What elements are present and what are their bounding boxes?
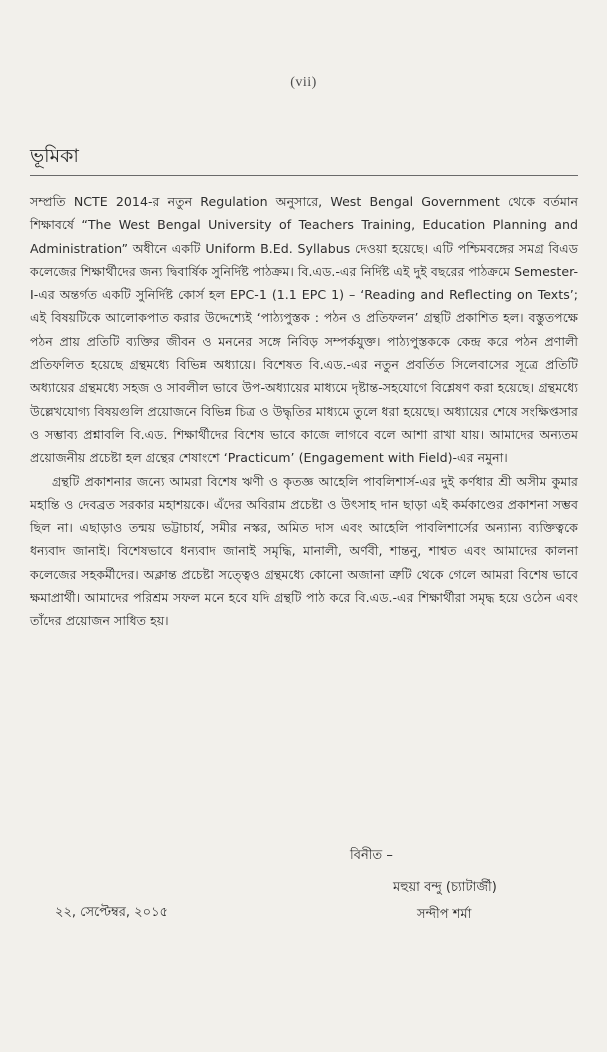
signatory-name: মহুয়া বন্দু (চ্যাটার্জী) xyxy=(393,880,497,895)
heading-divider xyxy=(30,175,578,176)
paragraph-acknowledgements: গ্রন্থটি প্রকাশনার জন্যে আমরা বিশেষ ঋণী ও কৃতজ্ঞ আহেলি পাবলিশার্স-এর দুই কর্ণধার শ্রী অসীম কুমার মহান্তি ও দেবব্রত সরকার মহাশয়কে। এঁদের অবিরাম প্রচেষ্টা ও উৎসাহ দান ছাড়া এই কর্মকাণ্ডের প্রকাশনা সম্ভব ছিল না। এছাড়াও তন্ময় ভট্টাচার্য, সমীর নস্কর, অমিত দাস এবং আহেলি পাবলিশার্সের অন্যান্য ব্যক্তিত্বকে ধন্যবাদ জানাই। বিশেষভাবে ধন্যবাদ জানাই সমৃদ্ধি, মানালী, অর্ণবী, শান্তনু, শাশ্বত এবং আমাদের কালনা কলেজের সহকর্মীদের। অক্লান্ত প্রচেষ্টা সত্ত্বেও গ্রন্থমধ্যে কোনো অজানা ত্রুটি থেকে গেলে আমরা বিশেষ ভাবে ক্ষমাপ্রার্থী। আমাদের পরিশ্রম সফল মনে হবে যদি গ্রন্থটি পাঠ করে বি.এড.-এর শিক্ষার্থীরা সমৃদ্ধ হয়ে ওঠেন এবং তাঁদের প্রয়োজন সাধিত হয়। xyxy=(30,473,578,629)
signoff-label: বিনীত – xyxy=(350,848,393,863)
signatory-name: সন্দীপ শর্মা xyxy=(417,907,472,922)
paragraph-introduction: সম্প্রতি NCTE 2014-র নতুন Regulation অনুসারে, West Bengal Government থেকে বর্তমান শিক্ষাবর্ষে “The West Bengal University of Teachers Training, Education Planning and Administration” অধীনে একটি Uniform B.Ed. Syllabus দেওয়া হয়েছে। এটি পশ্চিমবঙ্গের সমগ্র বিএড কলেজের শিক্ষার্থীদের জন্য দ্বিবার্ষিক সুনির্দিষ্ট পাঠক্রম। বি.এড.-এর নির্দিষ্ট এই দুই বছরের পাঠক্রমে Semester-I-এর অন্তর্গত একটি সুনির্দিষ্ট কোর্স হল EPC-1 (1.1 EPC 1) – ‘Reading and Reflecting on Texts’; এই বিষয়টিকে আলোকপাত করার উদ্দেশ্যেই ‘পাঠ্যপুস্তক : পঠন ও প্রতিফলন’ গ্রন্থটি প্রকাশিত হল। বস্তুতপক্ষে পঠন প্রায় প্রতিটি ব্যক্তির জীবন ও মননের সঙ্গে নিবিড় সম্পর্কযুক্ত। পাঠ্যপুস্তককে কেন্দ্র করে পঠন প্রণালী প্রতিফলিত হয়েছে গ্রন্থমধ্যে বিভিন্ন অধ্যায়ে। বিশেষত বি.এড.-এর নতুন প্রবর্তিত সিলেবাসের সূত্রে প্রতিটি অধ্যায়ের গ্রন্থমধ্যে সহজ ও সাবলীল ভাবে উপ-অধ্যায়ের মাধ্যমে দৃষ্টান্ত-সহযোগে বিশ্লেষণ করা হয়েছে। গ্রন্থমধ্যে উল্লেখযোগ্য বিষয়গুলি প্রয়োজনে বিভিন্ন চিত্র ও উদ্ধৃতির মাধ্যমে তুলে ধরা হয়েছে। অধ্যায়ের শেষে সংক্ষিপ্তসার ও সম্ভাব্য প্রশ্নাবলি বি.এড. শিক্ষার্থীদের বিশেষ ভাবে কাজে লাগবে বলে আশা রাখা যায়। আমাদের অন্যতম প্রয়োজনীয় প্রচেষ্টা হল গ্রন্থের শেষাংশে ‘Practicum’ (Engagement with Field)-এর নমুনা। xyxy=(30,194,578,466)
preface-date: ২২, সেপ্টেম্বর, ২০১৫ xyxy=(55,905,168,920)
section-heading: ভূমিকা xyxy=(30,145,79,167)
page-number: (vii) xyxy=(290,75,317,90)
body-text xyxy=(30,190,578,633)
